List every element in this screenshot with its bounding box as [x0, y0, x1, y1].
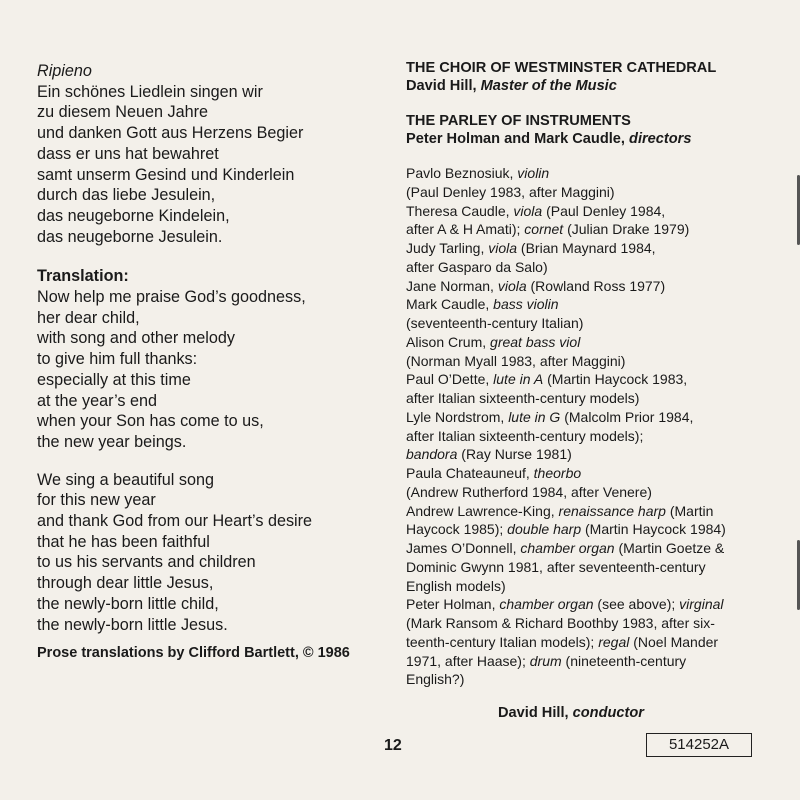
ensemble-directors: Peter Holman and Mark Caudle, directors [406, 131, 692, 147]
performer-line: Peter Holman, chamber organ (see above); virginal [406, 596, 724, 613]
ripieno-label: Ripieno [37, 62, 92, 80]
performer-line: (Mark Ransom & Richard Boothby 1983, after six- [406, 615, 715, 631]
translation-line: her dear child, [37, 308, 140, 327]
translation-line: Now help me praise God’s goodness, [37, 288, 306, 307]
translation-line: We sing a beautiful song [37, 470, 214, 489]
performer-line: Paul O’Dette, lute in A (Martin Haycock 1983, [406, 371, 688, 388]
performer-line: Dominic Gwynn 1981, after seventeenth-century [406, 558, 706, 575]
performer-line: after Italian sixteenth-century models); [406, 427, 644, 444]
performer-line: Alison Crum, great bass viol [406, 333, 581, 350]
performer-line: Paula Chateauneuf, theorbo [406, 465, 582, 481]
translation-line: the new year beings. [37, 432, 187, 451]
performer-line: English models) [406, 577, 506, 594]
lyrics-column [37, 61, 377, 662]
translation-line: through dear little Jesus, [37, 574, 214, 593]
german-line: und danken Gott aus Herzens Begier [37, 124, 304, 143]
choir-name: THE CHOIR OF WESTMINSTER CATHEDRAL [406, 60, 717, 76]
german-line: zu diesem Neuen Jahre [37, 103, 208, 122]
performer-line: 1971, after Haase); drum (nineteenth-century [406, 652, 687, 669]
performers-column [406, 59, 766, 722]
performer-line: Theresa Caudle, viola (Paul Denley 1984, [406, 202, 666, 219]
performer-line: Mark Caudle, bass violin [406, 296, 559, 313]
catalog-number: 514252A [646, 733, 752, 757]
performer-line: (seventeenth-century Italian) [406, 315, 584, 331]
translation-line: to us his servants and children [37, 553, 256, 572]
german-line: samt unserm Gesind und Kinderlein [37, 165, 295, 184]
performer-line: English?) [406, 671, 465, 688]
performer-line: teenth-century Italian models); regal (Noel Mander [406, 633, 719, 650]
conductor-credit: David Hill, conductor [498, 705, 644, 721]
page-number: 12 [384, 737, 402, 754]
performer-line: Judy Tarling, viola (Brian Maynard 1984, [406, 240, 656, 256]
translation-line: especially at this time [37, 370, 191, 389]
german-line: Ein schönes Liedlein singen wir [37, 82, 263, 101]
performer-line: Jane Norman, viola (Rowland Ross 1977) [406, 277, 666, 294]
ensemble-name: THE PARLEY OF INSTRUMENTS [406, 113, 631, 129]
performer-line: Haycock 1985); double harp (Martin Haycock 1984) [406, 521, 726, 538]
translation-line: the newly-born little child, [37, 594, 219, 613]
translation-line: the newly-born little Jesus. [37, 615, 228, 634]
performer-line: (Paul Denley 1983, after Maggini) [406, 183, 615, 200]
translation-line: for this new year [37, 491, 156, 510]
translation-line: to give him full thanks: [37, 350, 198, 369]
performer-line: after Italian sixteenth-century models) [406, 390, 640, 406]
performer-line: after Gasparo da Salo) [406, 258, 548, 275]
performer-line: Andrew Lawrence-King, renaissance harp (Martin [406, 502, 714, 519]
german-line: das neugeborne Jesulein. [37, 227, 223, 246]
performer-line: (Andrew Rutherford 1984, after Venere) [406, 483, 652, 500]
performer-line: Lyle Nordstrom, lute in G (Malcolm Prior 1984, [406, 408, 694, 425]
german-line: dass er uns hat bewahret [37, 144, 219, 163]
translation-line: when your Son has come to us, [37, 412, 264, 431]
translation-line: with song and other melody [37, 329, 235, 348]
german-line: das neugeborne Kindelein, [37, 206, 230, 225]
translation-credit: Prose translations by Clifford Bartlett, © 1986 [37, 645, 350, 662]
performer-line: James O’Donnell, chamber organ (Martin Goetze & [406, 540, 725, 556]
translation-line: at the year’s end [37, 391, 157, 410]
performer-line: (Norman Myall 1983, after Maggini) [406, 352, 626, 369]
performer-line: after A & H Amati); cornet (Julian Drake 1979) [406, 221, 690, 238]
german-line: durch das liebe Jesulein, [37, 186, 216, 205]
translation-line: that he has been faithful [37, 532, 210, 551]
performer-line: Pavlo Beznosiuk, violin [406, 165, 550, 181]
choir-director: David Hill, Master of the Music [406, 78, 617, 94]
performer-line: bandora (Ray Nurse 1981) [406, 446, 572, 463]
translation-heading: Translation: [37, 267, 129, 286]
translation-line: and thank God from our Heart’s desire [37, 512, 313, 531]
